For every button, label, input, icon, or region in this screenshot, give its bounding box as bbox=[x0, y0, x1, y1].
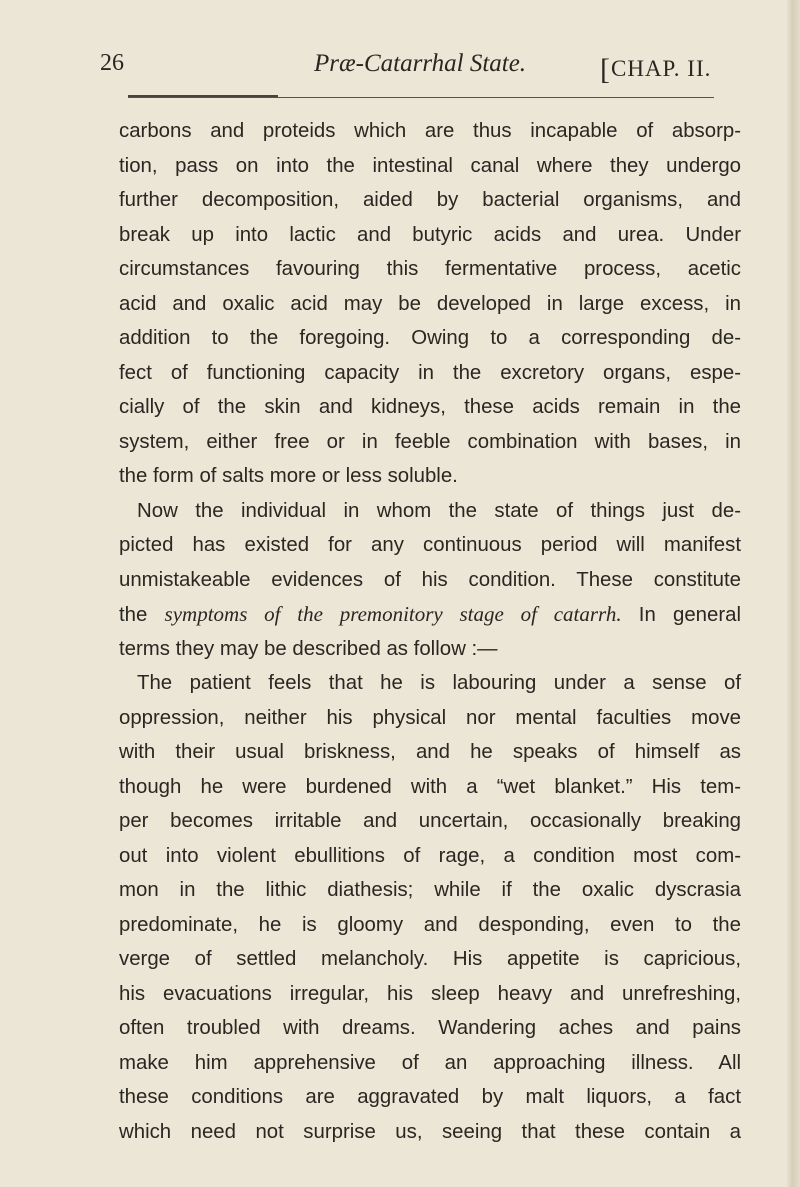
chapter-text: CHAP. II. bbox=[611, 56, 712, 81]
text-fragment: the bbox=[119, 604, 165, 626]
paragraph-2 bbox=[119, 494, 741, 667]
page-number: 26 bbox=[100, 50, 124, 76]
header-rule bbox=[128, 97, 714, 98]
text-line: mon in the lithic diathesis; while if the oxalic dyscrasia bbox=[119, 879, 741, 901]
text-line: terms they may be described as follow :— bbox=[119, 637, 498, 660]
text-line: cially of the skin and kidneys, these acids remain in the bbox=[119, 396, 741, 418]
page-edge-shadow bbox=[786, 0, 800, 1187]
text-line: per becomes irritable and uncertain, occasionally breaking bbox=[119, 810, 741, 832]
text-line: these conditions are aggravated by malt liquors, a fact bbox=[119, 1086, 741, 1108]
text-line: verge of settled melancholy. His appetite is capricious, bbox=[119, 948, 741, 970]
chapter-label bbox=[600, 50, 711, 84]
text-line: further decomposition, aided by bacterial organisms, and bbox=[119, 189, 741, 211]
text-line: break up into lactic and butyric acids and urea. Under bbox=[119, 223, 741, 246]
text-line: though he were burdened with a “wet blanket.” His tem- bbox=[119, 775, 741, 798]
running-title: Præ-Catarrhal State. bbox=[314, 50, 527, 77]
text-line: tion, pass on into the intestinal canal where they undergo bbox=[119, 154, 741, 177]
text-line: The patient feels that he is labouring under a sense of bbox=[137, 672, 741, 694]
text-line: make him apprehensive of an approaching illness. All bbox=[119, 1051, 741, 1074]
text-line: carbons and proteids which are thus incapable of absorp- bbox=[119, 120, 741, 142]
text-line: out into violent ebullitions of rage, a condition most com- bbox=[119, 844, 741, 867]
text-line: the form of salts more or less soluble. bbox=[119, 465, 458, 487]
chapter-bracket: [ bbox=[600, 53, 611, 86]
running-header bbox=[100, 50, 740, 90]
paragraph-1 bbox=[119, 114, 741, 494]
text-line: circumstances favouring this fermentative process, acetic bbox=[119, 258, 741, 280]
text-line: acid and oxalic acid may be developed in large excess, in bbox=[119, 292, 741, 315]
text-line: picted has existed for any continuous period will manifest bbox=[119, 534, 741, 556]
text-fragment: In general bbox=[621, 604, 742, 626]
paragraph-3 bbox=[119, 666, 741, 1149]
text-line: Now the individual in whom the state of things just de- bbox=[137, 499, 741, 522]
text-line: fect of functioning capacity in the excretory organs, espe- bbox=[119, 361, 741, 384]
text-line: unmistakeable evidences of his condition. These constitute bbox=[119, 568, 741, 591]
text-line: predominate, he is gloomy and desponding, even to the bbox=[119, 913, 741, 936]
text-line: his evacuations irregular, his sleep heavy and unrefreshing, bbox=[119, 982, 741, 1005]
text-line: often troubled with dreams. Wandering aches and pains bbox=[119, 1017, 741, 1039]
italic-phrase: symptoms of the premonitory stage of catarrh. bbox=[164, 602, 622, 626]
text-line: with their usual briskness, and he speaks of himself as bbox=[119, 741, 741, 763]
body-text bbox=[119, 114, 741, 1149]
text-line: addition to the foregoing. Owing to a corresponding de- bbox=[119, 327, 741, 349]
text-line-with-italic bbox=[119, 597, 741, 632]
text-line: oppression, neither his physical nor mental faculties move bbox=[119, 706, 741, 729]
text-line: which need not surprise us, seeing that these contain a bbox=[119, 1120, 741, 1143]
text-line: system, either free or in feeble combination with bases, in bbox=[119, 430, 741, 453]
